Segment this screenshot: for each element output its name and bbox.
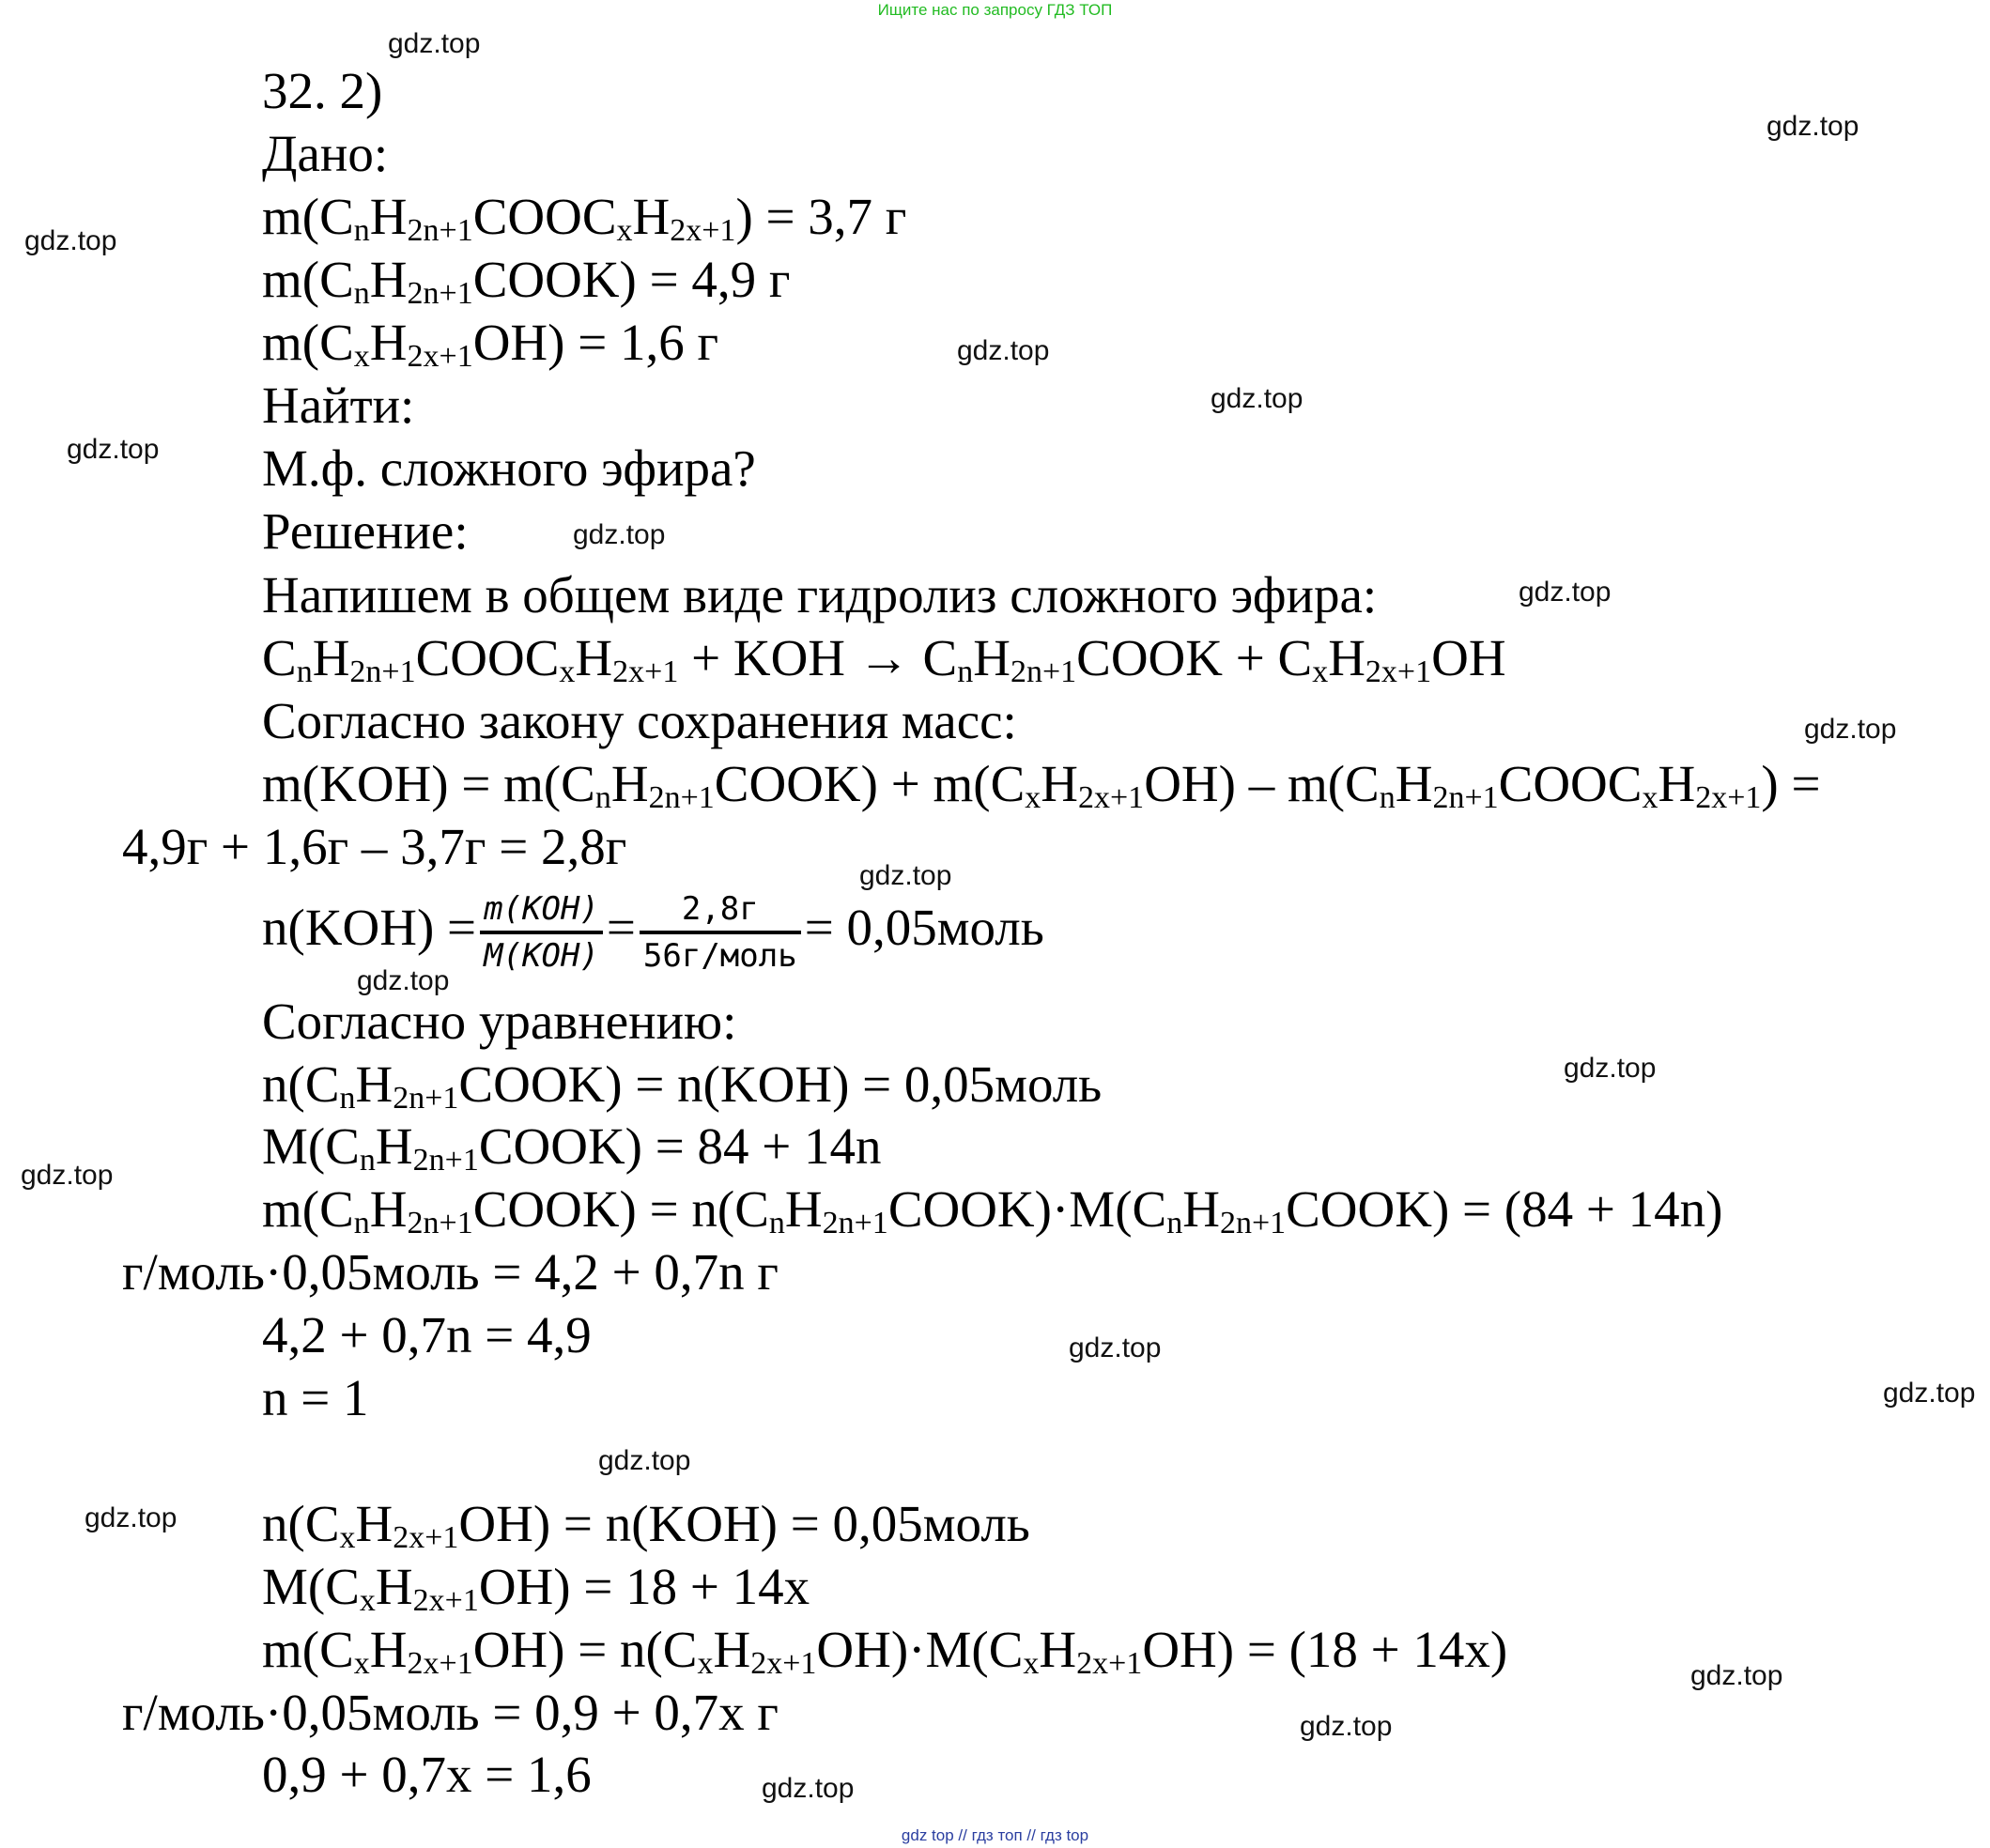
watermark: gdz.top [598,1445,691,1476]
watermark: gdz.top [388,28,481,59]
watermark: gdz.top [762,1773,855,1804]
watermark: gdz.top [24,225,117,256]
top-banner: Ищите нас по запросу ГДЗ ТОП [877,1,1113,19]
watermark: gdz.top [357,965,450,996]
bottom-banner: gdz top // гдз топ // гдз top [901,1826,1089,1844]
watermark: gdz.top [21,1160,114,1191]
watermark: gdz.top [1069,1332,1162,1363]
by-equation-text: Согласно уравнению: [262,993,737,1050]
alcohol-moles: $n(C_xH_{2x+1}OH) = n(KOH)$ = 0,05моль [262,1495,1030,1555]
watermark: gdz.top [859,860,952,891]
watermark: gdz.top [1519,577,1612,608]
watermark: gdz.top [1883,1378,1976,1409]
hydrolysis-intro: Напишем в общем виде гидролиз сложного эфира: [262,566,1378,624]
hydrolysis-equation: $C_nH_{2n+1}COOC_xH_{2x+1}$ + KOH → $C_nH_{2n+1}COOK + C_xH_{2x+1}OH$ [262,629,1506,689]
find-text: М.ф. сложного эфира? [262,439,756,497]
watermark: gdz.top [67,434,160,465]
watermark: gdz.top [957,335,1050,366]
koh-mass-equation: $m(KOH) = m(C_nH_{2n+1}COOK) + m(C_xH_{2x+1}OH)$ – $m(C_nH_{2n+1}COOC_xH_{2x+1})$ = [262,755,1821,815]
watermark: gdz.top [1211,383,1304,414]
n-result: n = 1 [262,1369,369,1426]
salt-mass-equation: $m(C_nH_{2n+1}COOK)$ = $n(C_nH_{2n+1}COOK)\cdot M(C_nH_{2n+1}COOK) = (84 + 14n)$ [262,1180,1723,1240]
alcohol-mass-result: г/моль·0,05моль = 0,9 + 0,7x г [122,1684,779,1741]
watermark: gdz.top [85,1502,177,1533]
watermark: gdz.top [1804,714,1897,745]
alcohol-molar-mass: $M(C_xH_{2x+1}OH) = 18 + 14x$ [262,1558,810,1618]
given-alcohol-mass: $m(C_xH_{2x+1}OH) = 1,6$ г [262,314,719,374]
watermark: gdz.top [1564,1053,1657,1084]
problem-number: 32. 2) [262,62,383,119]
watermark: gdz.top [1300,1711,1393,1742]
mass-law-text: Согласно закону сохранения масс: [262,692,1017,749]
solution-title: Решение: [262,502,469,560]
watermark: gdz.top [1766,111,1859,142]
fraction-mass-over-molar: $\frac{\text{m(KOH)}}{\text{M(KOH)}}$ [480,887,603,978]
koh-mass-result: 4,9г + 1,6г – 3,7г = 2,8г [122,818,627,875]
salt-mass-result: г/моль·0,05моль = 4,2 + 0,7n г [122,1243,779,1301]
find-title: Найти: [262,377,415,434]
watermark: gdz.top [1690,1660,1783,1691]
salt-molar-mass: $M(C_nH_{2n+1}COOK) = 84 + 14n$ [262,1117,882,1178]
n-equation: 4,2 + 0,7n = 4,9 [262,1306,592,1363]
fraction-values: $\frac{2,8г}{\text{56г/моль}}$ [640,887,801,978]
alcohol-mass-equation: $m(C_xH_{2x+1}OH) = n(C_xH_{2x+1}OH)\cdot M(C_xH_{2x+1}OH) = (18 + 14x)$ [262,1621,1508,1681]
given-salt-mass: $m(C_nH_{2n+1}COOK) = 4,9$ г [262,251,791,311]
given-title: Дано: [262,125,389,182]
koh-moles-equation: n(KOH) = $\frac{\text{m(KOH)}}{\text{M(KOH)}}$ = $\frac{2,8г}{\text{56г/моль}}$ = 0,05моль [262,881,1044,975]
salt-moles: $n(C_nH_{2n+1}COOK) = n(KOH)$ = 0,05моль [262,1055,1103,1116]
watermark: gdz.top [573,519,666,550]
x-equation: 0,9 + 0,7x = 1,6 [262,1746,592,1803]
given-ester-mass: $m(C_nH_{2n+1}COOC_xH_{2x+1}) = 3,7$ г [262,188,907,248]
